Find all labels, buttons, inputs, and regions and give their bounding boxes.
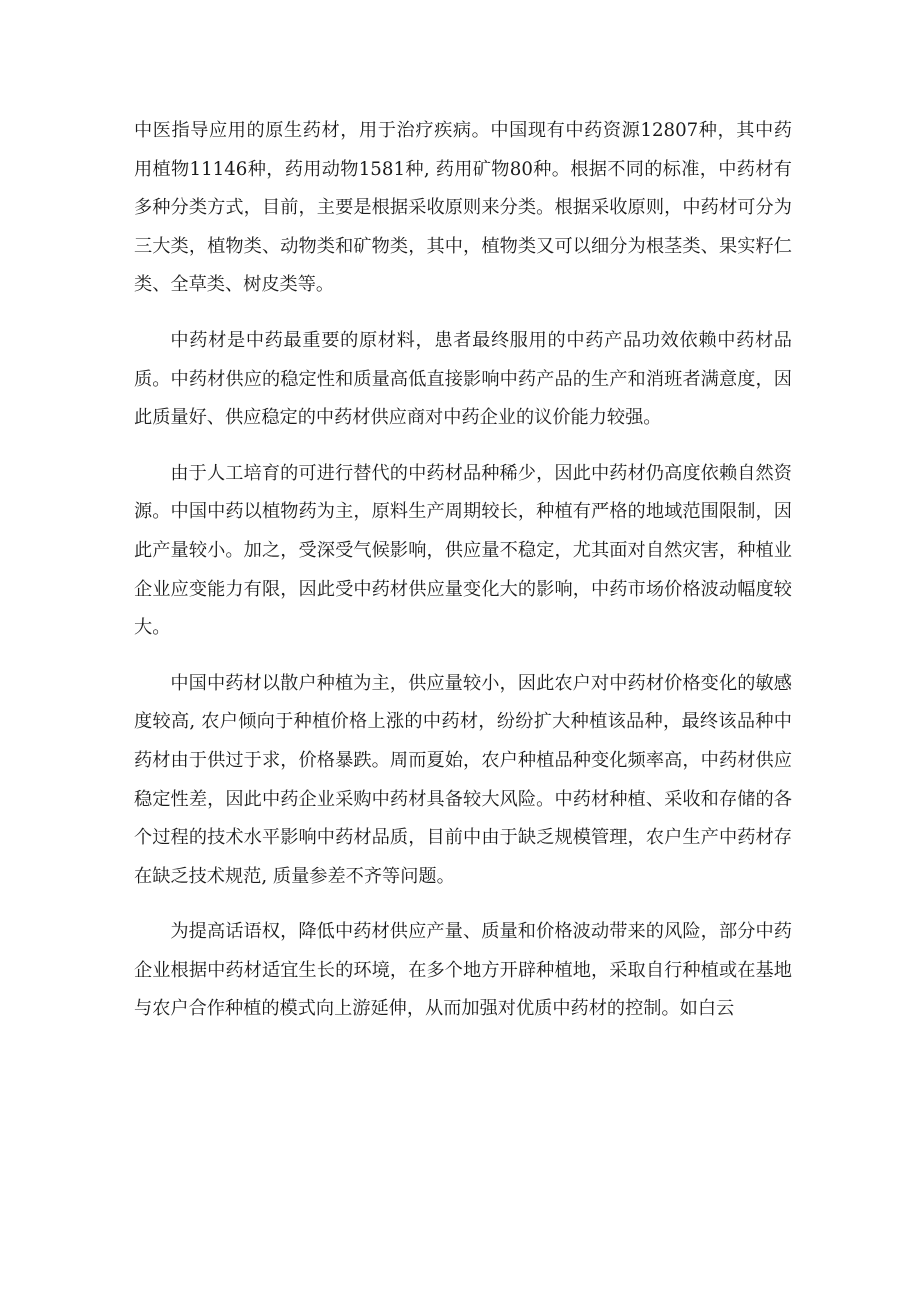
paragraph-3: 由于人工培育的可进行替代的中药材品种稀少，因此中药材仍高度依赖自然资源。中国中药以植物药为主，原料生产周期较长，种植有严格的地域范围限制，因此产量较小。加之，受深受气候影响，供应量不稳定，尤其面对自然灾害，种植业企业应变能力有限，因此受中药材供应量变化大的影响，中药市场价格波动幅度较大。 [134, 462, 792, 639]
paragraph-5: 为提高话语权，降低中药材供应产量、质量和价格波动带来的风险，部分中药企业根据中药材适宜生长的环境，在多个地方开辟种植地，采取自行种植或在基地与农户合作种植的模式向上游延伸，从而加强对优质中药材的控制。如白云 [134, 921, 792, 1020]
document-body [134, 112, 792, 1046]
paragraph-4: 中国中药材以散户种植为主，供应量较小，因此农户对中药材价格变化的敏感度较高, 农户倾向于种植价格上涨的中药材，纷纷扩大种植该品种，最终该品种中药材由于供过于求，价格暴跌。周而夏始，农户种植品种变化频率高，中药材供应稳定性差，因此中药企业采购中药材具备较大风险。中药材种植、采收和存储的各个过程的技术水平影响中药材品质，目前中由于缺乏规模管理，农户生产中药材存在缺乏技术规范, 质量参差不齐等问题。 [134, 672, 792, 887]
paragraph-1: 中医指导应用的原生药材，用于治疗疾病。中国现有中药资源12807种，其中药用植物11146种，药用动物1581种, 药用矿物80种。根据不同的标准，中药材有多种分类方式，目前，主要是根据采收原则来分类。根据采收原则，中药材可分为三大类，植物类、动物类和矿物类，其中，植物类又可以细分为根茎类、果实籽仁类、全草类、树皮类等。 [134, 120, 792, 296]
paragraph-2: 中药材是中药最重要的原材料，患者最终服用的中药产品功效依赖中药材品质。中药材供应的稳定性和质量高低直接影响中药产品的生产和消班者满意度，因此质量好、供应稳定的中药材供应商对中药企业的议价能力较强。 [134, 329, 792, 429]
